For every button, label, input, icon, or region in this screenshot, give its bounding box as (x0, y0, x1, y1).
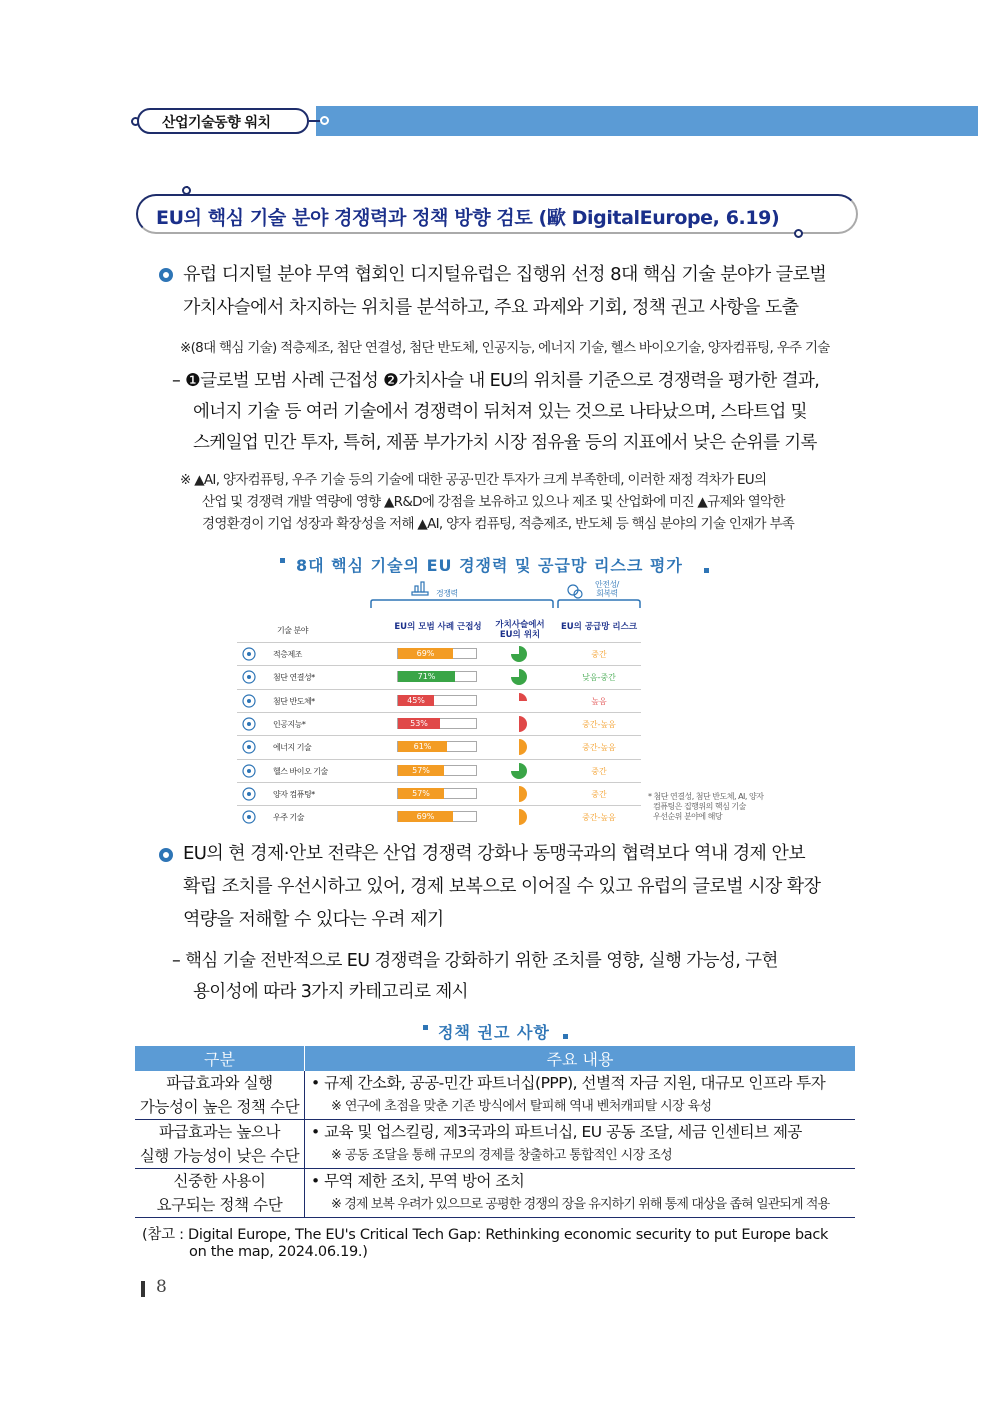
col-value-header-line2: EU의 위치 (499, 630, 541, 640)
bullet-icon (159, 848, 173, 862)
value-chain-pie (510, 692, 528, 710)
bullet-icon (159, 268, 173, 282)
para2-line3: 역량을 저해할 수 있다는 우려 제기 (183, 909, 444, 930)
tech-icon (241, 716, 257, 732)
para1-sub-line2: 에너지 기술 등 여러 기술에서 경쟁력이 뒤처져 있는 것으로 나타났으며, 스타트업 및 (193, 402, 807, 422)
content-main: • 교육 및 업스킬링, 제3국과의 파트너십, EU 공동 조달, 세금 인센티브 제공 (311, 1123, 802, 1141)
proximity-bar-track (397, 695, 477, 706)
para1-note2-line1: ※ ▲AI, 양자컴퓨팅, 우주 기술 등의 기술에 대한 공공·민간 투자가 크게 부족한데, 이러한 재정 격차가 EU의 (180, 472, 767, 488)
row-divider (237, 665, 641, 666)
figure-caption: 8대 핵심 기술의 EU 경쟁력 및 공급망 리스크 평가 (296, 556, 683, 575)
tech-name: 양자 컴퓨팅* (273, 790, 315, 799)
figure-footnote-line3: 우선순위 분야에 해당 (653, 812, 723, 821)
page-marker (141, 1281, 145, 1297)
tech-icon (241, 763, 257, 779)
para1-note: ※(8대 핵심 기술) 적층제조, 첨단 연결성, 첨단 반도체, 인공지능, 에너지 기술, 헬스 바이오기술, 양자컴퓨팅, 우주 기술 (180, 340, 830, 356)
policy-table (135, 1046, 855, 1218)
col-value-header-line1: 가치사슬에서 (495, 620, 545, 630)
proximity-bar (398, 648, 453, 659)
col-best-header: EU의 모범 사례 근접성 (394, 622, 482, 632)
chart-row (237, 735, 641, 758)
chart-row (237, 782, 641, 805)
proximity-bar (398, 718, 440, 729)
proximity-bar (398, 788, 444, 799)
para1-line2: 가치사슬에서 차지하는 위치를 분석하고, 주요 과제와 기회, 정책 권고 사항을 도출 (183, 297, 799, 318)
title-box-bottom-dot-icon (794, 229, 803, 238)
row-divider (237, 689, 641, 690)
tech-icon (241, 786, 257, 802)
proximity-label: 69% (416, 812, 435, 821)
para2-line1: EU의 현 경제·안보 전략은 산업 경쟁력 강화나 동맹국과의 협력보다 역내 경제 안보 (183, 843, 806, 864)
supply-risk-label: 낮음-중간 (582, 673, 616, 682)
reference-line2: on the map, 2024.06.19.) (189, 1244, 368, 1260)
content-main: • 무역 제한 조치, 무역 방어 조치 (311, 1172, 525, 1190)
proximity-bar-track (397, 765, 477, 776)
chart-row (237, 689, 641, 712)
proximity-bar-track (397, 718, 477, 729)
proximity-bar (398, 811, 453, 822)
value-chain-pie (510, 808, 528, 826)
proximity-bar (398, 765, 444, 776)
pie-slice (519, 809, 527, 825)
col-value-header (488, 620, 552, 640)
chart-row (237, 665, 641, 688)
group-competitiveness (370, 578, 555, 610)
group-resilience-line2: 회복력 (596, 589, 618, 598)
figure-footnote (648, 792, 763, 822)
category-line2: 요구되는 정책 수단 (156, 1196, 283, 1214)
chart-row (237, 805, 641, 828)
supply-risk-label: 중간 (591, 767, 607, 776)
section-title: EU의 핵심 기술 분야 경쟁력과 정책 방향 검토 (歐 DigitalEurope, 6.19) (156, 207, 780, 229)
proximity-label: 53% (410, 719, 428, 728)
chart-row (237, 712, 641, 735)
table-cell-content (305, 1120, 856, 1169)
tech-name: 우주 기술 (273, 813, 304, 822)
table-row (135, 1169, 855, 1218)
para2-sub-line1: – 핵심 기술 전반적으로 EU 경쟁력을 강화하기 위한 조치를 영향, 실행 가능성, 구현 (172, 951, 778, 971)
category-line2: 가능성이 높은 정책 수단 (139, 1098, 300, 1116)
category-line1: 파급효과와 실행 (166, 1074, 273, 1092)
pie-slice (519, 693, 527, 701)
caption-end-marker (704, 568, 709, 573)
col-risk-header: EU의 공급망 리스크 (560, 622, 638, 632)
proximity-label: 69% (416, 649, 435, 658)
para1-note2-line3: 경영환경이 기업 성장과 확장성을 저해 ▲AI, 양자 컴퓨팅, 적층제조, 반도체 등 핵심 분야의 기술 인재가 부족 (202, 516, 795, 532)
supply-risk-label: 높음 (591, 697, 607, 706)
row-divider (237, 759, 641, 760)
proximity-label: 57% (412, 789, 430, 798)
table-caption-marker (423, 1025, 428, 1030)
bracket-competitiveness (370, 578, 555, 610)
pie-slice (519, 739, 527, 755)
chart-row (237, 642, 641, 665)
supply-risk-label: 중간 (591, 650, 607, 659)
chart-rows (237, 642, 641, 828)
tech-name: 첨단 반도체* (273, 697, 315, 706)
figure-footnote-line1: * 첨단 연결성, 첨단 반도체, AI, 양자 (648, 792, 764, 801)
para2-line2: 확립 조치를 우선시하고 있어, 경제 보복으로 이어질 수 있고 유럽의 글로벌 시장 확장 (183, 876, 821, 897)
para2-sub-line2: 용이성에 따라 3가지 카테고리로 제시 (193, 982, 468, 1002)
content-main: • 규제 간소화, 공공-민간 파트너십(PPP), 선별적 자금 지원, 대규모 인프라 투자 (311, 1074, 826, 1092)
table-cell-category (135, 1169, 305, 1218)
tech-icon (241, 693, 257, 709)
proximity-bar-track (397, 741, 477, 752)
pie-slice (519, 786, 527, 802)
page-number: 8 (156, 1277, 167, 1297)
table-cell-category (135, 1071, 305, 1120)
row-divider (237, 805, 641, 806)
content-sub: ※ 공동 조달을 통해 규모의 경제를 창출하고 통합적인 시장 조성 (331, 1148, 673, 1163)
table-caption: 정책 권고 사항 (438, 1023, 550, 1042)
table-caption-end-marker (563, 1034, 568, 1039)
group-competitiveness-label: 경쟁력 (436, 589, 458, 598)
table-row (135, 1120, 855, 1169)
header-label: 산업기술동향 워치 (162, 115, 271, 131)
chart-row (237, 759, 641, 782)
reference-line1: (참고 : Digital Europe, The EU's Critical Tech Gap: Rethinking economic security to put Europe back (142, 1227, 829, 1243)
proximity-label: 61% (413, 742, 432, 751)
tech-icon (241, 739, 257, 755)
value-chain-pie (510, 715, 528, 733)
group-resilience-line1: 안전성/ (595, 580, 619, 589)
col-tech-header: 기술 분야 (277, 626, 308, 635)
table-row (135, 1071, 855, 1120)
proximity-bar (398, 671, 455, 682)
proximity-label: 57% (412, 766, 430, 775)
proximity-label: 45% (407, 696, 425, 705)
content-sub: ※ 경제 보복 우려가 있으므로 공평한 경쟁의 장을 유지하기 위해 통제 대상을 좁혀 일관되게 적용 (331, 1197, 830, 1212)
group-resilience-label (595, 580, 619, 598)
content-sub: ※ 연구에 초점을 맞춘 기존 방식에서 탈피해 역내 벤처캐피탈 시장 육성 (331, 1099, 712, 1114)
value-chain-pie (510, 785, 528, 803)
row-divider (237, 712, 641, 713)
title-box-top-dot-icon (182, 186, 191, 195)
row-divider (237, 782, 641, 783)
tech-name: 첨단 연결성* (273, 673, 315, 682)
header-bar (316, 106, 978, 136)
tech-name: 적층제조 (273, 650, 302, 659)
proximity-bar (398, 741, 447, 752)
proximity-bar-track (397, 811, 477, 822)
pie-slice (511, 646, 527, 662)
table-cell-content (305, 1071, 856, 1120)
row-divider (237, 642, 641, 643)
pie-slice (511, 763, 527, 779)
category-line2: 실행 가능성이 낮은 수단 (139, 1147, 300, 1165)
table-cell-content (305, 1169, 856, 1218)
tech-icon (241, 669, 257, 685)
supply-risk-label: 중간-높음 (582, 743, 616, 752)
proximity-bar-track (397, 788, 477, 799)
pie-slice (519, 716, 527, 732)
value-chain-pie (510, 668, 528, 686)
proximity-bar-track (397, 671, 477, 682)
table-header-col2: 주요 내용 (305, 1046, 856, 1071)
supply-risk-label: 중간-높음 (582, 813, 616, 822)
category-line1: 신중한 사용이 (173, 1172, 266, 1190)
proximity-bar-track (397, 648, 477, 659)
table-header-row (135, 1046, 855, 1071)
proximity-label: 71% (417, 672, 436, 681)
header-right-dot-icon (320, 116, 329, 125)
value-chain-pie (510, 762, 528, 780)
para1-sub-line1: – ❶글로벌 모범 사례 근접성 ❷가치사슬 내 EU의 위치를 기준으로 경쟁력을 평가한 결과, (172, 371, 820, 391)
tech-name: 헬스 바이오 기술 (273, 767, 328, 776)
supply-risk-label: 중간-높음 (582, 720, 616, 729)
tech-icon (241, 809, 257, 825)
table-cell-category (135, 1120, 305, 1169)
para1-note2-line2: 산업 및 경쟁력 개발 역량에 영향 ▲R&D에 강점을 보유하고 있으나 제조 및 산업화에 미진 ▲규제와 열악한 (202, 494, 785, 510)
proximity-bar (398, 695, 434, 706)
caption-marker (280, 558, 285, 563)
value-chain-pie (510, 645, 528, 663)
tech-icon (241, 646, 257, 662)
value-chain-pie (510, 738, 528, 756)
para1-line1: 유럽 디지털 분야 무역 협회인 디지털유럽은 집행위 선정 8대 핵심 기술 분야가 글로벌 (183, 264, 827, 285)
para1-sub-line3: 스케일업 민간 투자, 특허, 제품 부가가치 시장 점유율 등의 지표에서 낮은 순위를 기록 (193, 433, 817, 453)
pie-slice (511, 669, 527, 685)
tech-name: 인공지능* (273, 720, 306, 729)
tech-name: 에너지 기술 (273, 743, 312, 752)
category-line1: 파급효과는 높으나 (158, 1123, 281, 1141)
supply-risk-label: 중간 (591, 790, 607, 799)
figure-footnote-line2: 컴퓨팅은 집행위의 핵심 기술 (653, 802, 746, 811)
row-divider (237, 735, 641, 736)
table-header-col1: 구분 (135, 1046, 305, 1071)
